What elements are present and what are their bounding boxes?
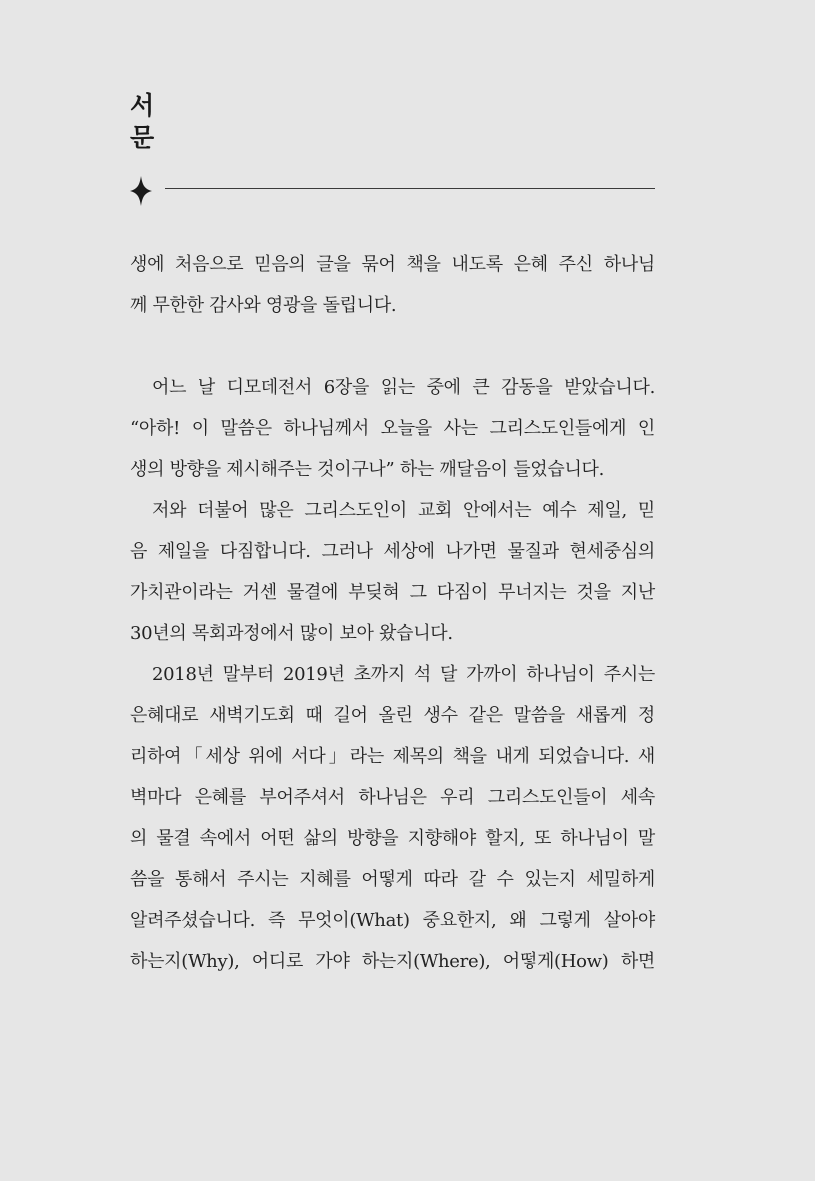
- paragraph-4: [130, 654, 655, 982]
- text-line: 2018년 말부터 2019년 초까지 석 달 가까이 하나님이 주시는: [152, 664, 655, 685]
- title-char-1: 서: [130, 91, 155, 120]
- text-line: 벽마다 은혜를 부어주셔서 하나님은 우리 그리스도인들이 세속: [130, 787, 655, 808]
- text-line: 생에 처음으로 믿음의 글을 묶어 책을 내도록 은혜 주신 하나님: [130, 254, 655, 275]
- horizontal-rule: [165, 188, 655, 189]
- title-char-2: 문: [130, 123, 155, 152]
- paragraph-2: [130, 367, 655, 490]
- text-line: 씀을 통해서 주시는 지혜를 어떻게 따라 갈 수 있는지 세밀하게: [130, 869, 655, 890]
- paragraph-1: [130, 244, 655, 326]
- paragraph-3: [130, 490, 655, 654]
- text-line: “아하! 이 말씀은 하나님께서 오늘을 사는 그리스도인들에게 인: [130, 418, 655, 439]
- text-line: 의 물결 속에서 어떤 삶의 방향을 지향해야 할지, 또 하나님이 말: [130, 828, 655, 849]
- text-line: 께 무한한 감사와 영광을 돌립니다.: [130, 295, 397, 316]
- text-line: 30년의 목회과정에서 많이 보아 왔습니다.: [130, 623, 453, 644]
- text-line: 하는지(Why), 어디로 가야 하는지(Where), 어떻게(How) 하면: [130, 951, 655, 972]
- text-line: 리하여「세상 위에 서다」라는 제목의 책을 내게 되었습니다. 새: [130, 746, 655, 767]
- chapter-title: [130, 90, 170, 154]
- text-line: 알려주셨습니다. 즉 무엇이(What) 중요한지, 왜 그렇게 살아야: [130, 910, 655, 931]
- text-line: 음 제일을 다짐합니다. 그러나 세상에 나가면 물질과 현세중심의: [130, 541, 655, 562]
- text-line: 가치관이라는 거센 물결에 부딪혀 그 다짐이 무너지는 것을 지난: [130, 582, 655, 603]
- text-line: 은혜대로 새벽기도회 때 길어 올린 생수 같은 말씀을 새롭게 정: [130, 705, 655, 726]
- preface-body: [130, 244, 655, 982]
- text-line: 생의 방향을 제시해주는 것이구나” 하는 깨달음이 들었습니다.: [130, 459, 605, 480]
- text-line: 저와 더불어 많은 그리스도인이 교회 안에서는 예수 제일, 믿: [152, 500, 655, 521]
- title-ornament: [130, 176, 655, 206]
- text-line: 어느 날 디모데전서 6장을 읽는 중에 큰 감동을 받았습니다.: [152, 377, 655, 398]
- four-point-star-icon: [130, 176, 152, 206]
